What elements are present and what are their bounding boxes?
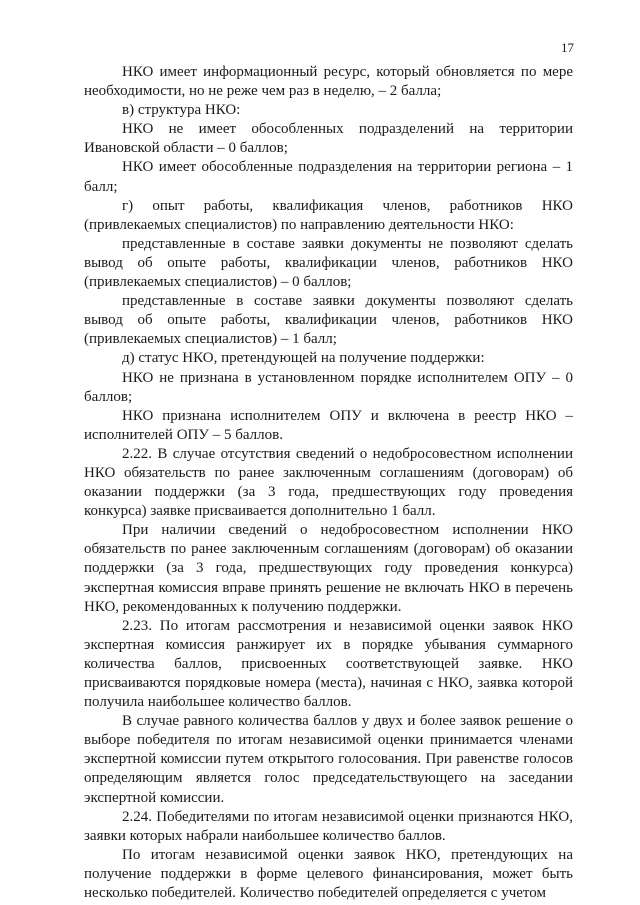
paragraph: НКО имеет информационный ресурс, который обновляется по мере необходимости, но не реже чем раз в неделю, – 2 балла; [84,64,573,100]
paragraph: 2.22. В случае отсутствия сведений о недобросовестном исполнении НКО обязательств по ранее заключенным соглашениям (договорам) об оказании поддержки (за 3 года, предшествующих году проведения конкурса) заявке присваивается дополнительно 1 балл. [84,445,573,520]
paragraph: в) структура НКО: [122,102,241,119]
paragraph: д) статус НКО, претендующей на получение поддержки: [122,350,485,367]
paragraph: НКО признана исполнителем ОПУ и включена в реестр НКО – исполнителей ОПУ – 5 баллов. [84,407,573,443]
document-body [84,63,573,903]
paragraph: представленные в составе заявки документы позволяют сделать вывод об опыте работы, квалификации членов, работников НКО (привлекаемых специалистов) – 1 балл; [84,293,573,348]
paragraph: 2.23. По итогам рассмотрения и независимой оценки заявок НКО экспертная комиссия ранжирует их в порядке убывания суммарного количества баллов, присвоенных соответствующей заявке. НКО присваиваются порядковые номера (места), начиная с НКО, заявка которой получила наибольшее количество баллов. [84,617,573,711]
paragraph: НКО имеет обособленные подразделения на территории региона – 1 балл; [84,159,573,195]
page-number: 17 [561,40,574,55]
paragraph: В случае равного количества баллов у двух и более заявок решение о выборе победителя по итогам независимой оценки принимается членами экспертной комиссии путем открытого голосования. При равенстве голосов определяющим является голос председательствующего на заседании экспертной комиссии. [84,713,573,806]
paragraph: НКО не признана в установленном порядке исполнителем ОПУ – 0 баллов; [84,369,573,405]
paragraph: 2.24. Победителями по итогам независимой оценки признаются НКО, заявки которых набрали наибольшее количество баллов. [84,808,573,844]
paragraph: представленные в составе заявки документы не позволяют сделать вывод об опыте работы, квалификации членов, работников НКО (привлекаемых специалистов) – 0 баллов; [84,235,573,291]
paragraph: По итогам независимой оценки заявок НКО, претендующих на получение поддержки в форме целевого финансирования, может быть несколько победителей. Количество победителей определяется с учетом [84,846,573,902]
paragraph: НКО не имеет обособленных подразделений на территории Ивановской области – 0 баллов; [84,121,573,157]
paragraph: При наличии сведений о недобросовестном исполнении НКО обязательств по ранее заключенным соглашениям (договорам) об оказании поддержки (за 3 года, предшествующих году проведения конкурса) экспертная комиссия вправе принять решение не включать НКО в перечень НКО, рекомендованных к получению поддержки. [84,522,573,615]
paragraph: г) опыт работы, квалификация членов, работников НКО (привлекаемых специалистов) по направлению деятельности НКО: [84,197,573,233]
